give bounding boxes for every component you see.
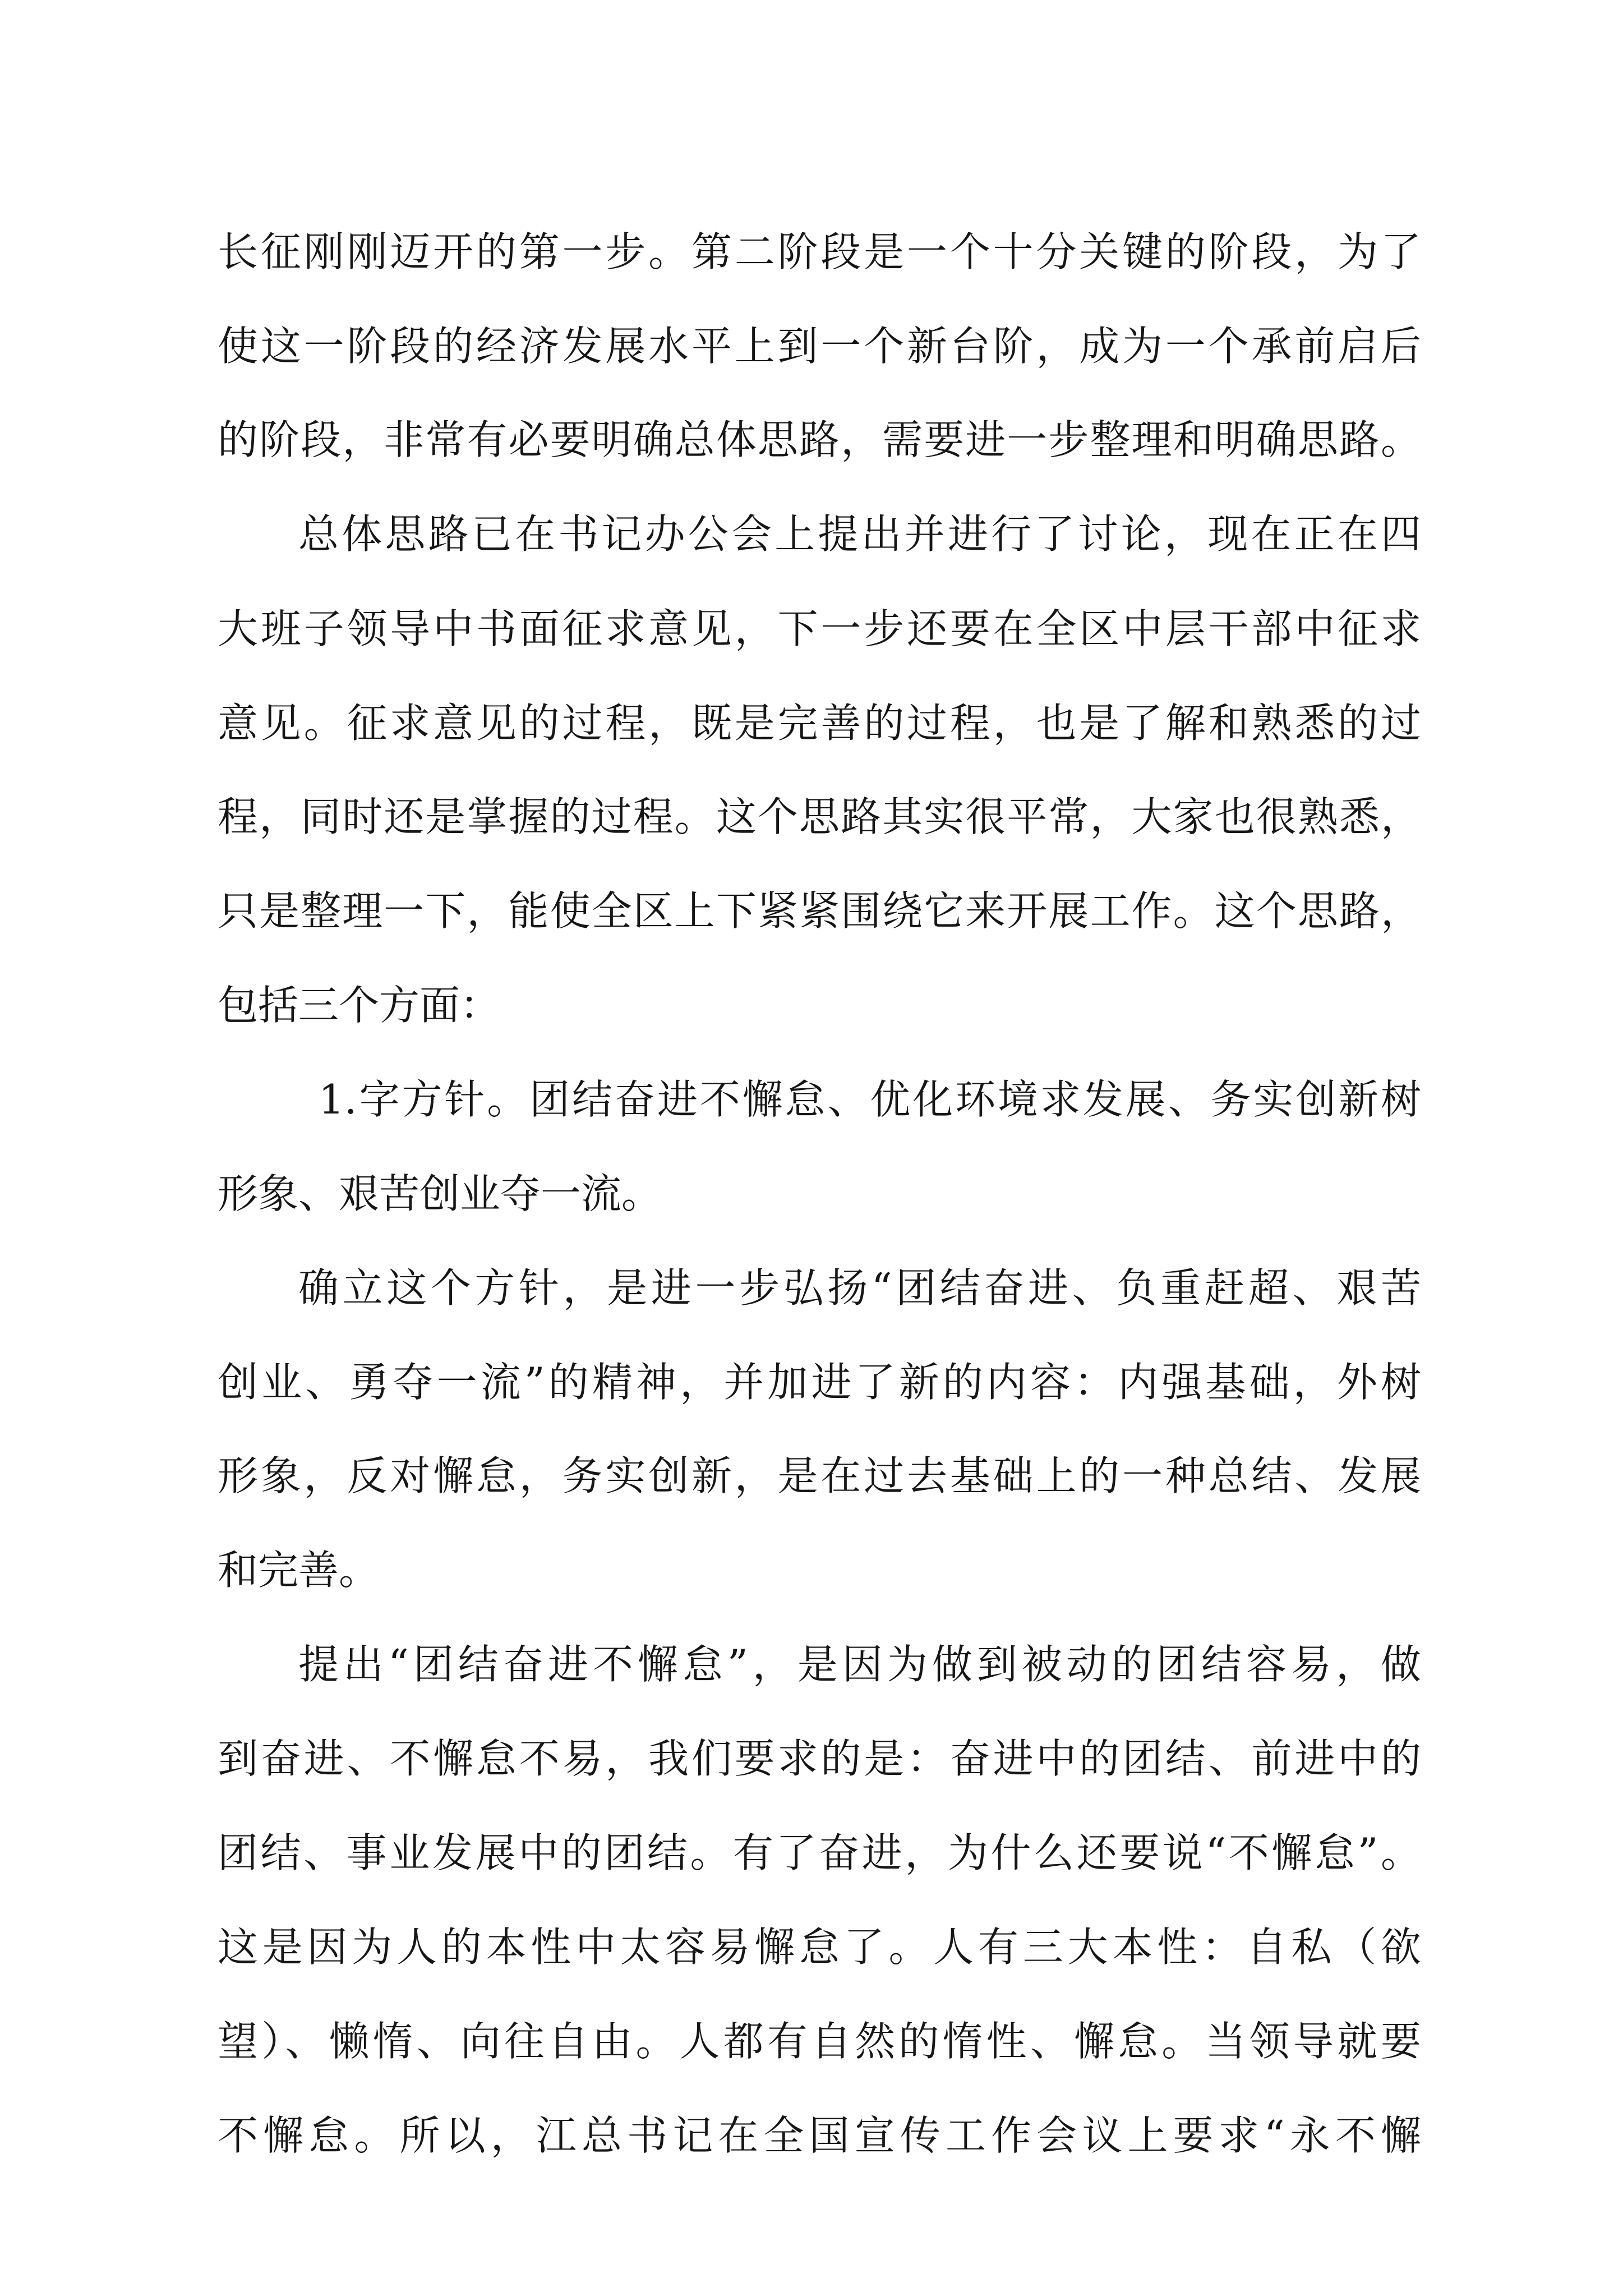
text-line: 团结、事业发展中的团结。有了奋进，为什么还要说“不懈怠”。	[218, 1829, 1421, 1876]
text-line: 包括三个方面：	[218, 982, 501, 1029]
text-line: 和完善。	[218, 1547, 380, 1594]
text-line: 长征刚刚迈开的第一步。第二阶段是一个十分关键的阶段，为了	[218, 228, 1421, 275]
paragraph-start-line: 确立这个方针，是进一步弘扬“团结奋进、负重赶超、艰苦	[298, 1264, 1421, 1312]
paragraph-start-line: 提出“团结奋进不懈怠”，是因为做到被动的团结容易，做	[298, 1641, 1421, 1688]
text-line: 使这一阶段的经济发展水平上到一个新台阶，成为一个承前启后	[218, 323, 1421, 370]
text-line: 这是因为人的本性中太容易懈怠了。人有三大本性：自私（欲	[218, 1924, 1421, 1971]
text-line: 形象，反对懈怠，务实创新，是在过去基础上的一种总结、发展	[218, 1452, 1421, 1499]
text-line: 不懈怠。所以，江总书记在全国宣传工作会议上要求“永不懈	[218, 2112, 1421, 2159]
text-line: 创业、勇夺一流”的精神，并加进了新的内容：内强基础，外树	[218, 1359, 1421, 1406]
text-line: 程，同时还是掌握的过程。这个思路其实很平常，大家也很熟悉，	[218, 793, 1421, 840]
text-line: 望）、懒惰、向往自由。人都有自然的惰性、懈怠。当领导就要	[218, 2018, 1421, 2065]
text-line: 的阶段，非常有必要明确总体思路，需要进一步整理和明确思路。	[218, 416, 1421, 463]
text-line: 大班子领导中书面征求意见，下一步还要在全区中层干部中征求	[218, 605, 1421, 652]
text-line: 形象、艰苦创业夺一流。	[218, 1170, 662, 1217]
text-line: 到奋进、不懈怠不易，我们要求的是：奋进中的团结、前进中的	[218, 1735, 1421, 1782]
paragraph-start-line: 总体思路已在书记办公会上提出并进行了讨论，现在正在四	[298, 510, 1421, 558]
list-item-line: 1.字方针。团结奋进不懈怠、优化环境求发展、务实创新树	[319, 1076, 1421, 1123]
text-line: 只是整理一下，能使全区上下紧紧围绕它来开展工作。这个思路，	[218, 887, 1421, 935]
text-line: 意见。征求意见的过程，既是完善的过程，也是了解和熟悉的过	[218, 700, 1421, 747]
